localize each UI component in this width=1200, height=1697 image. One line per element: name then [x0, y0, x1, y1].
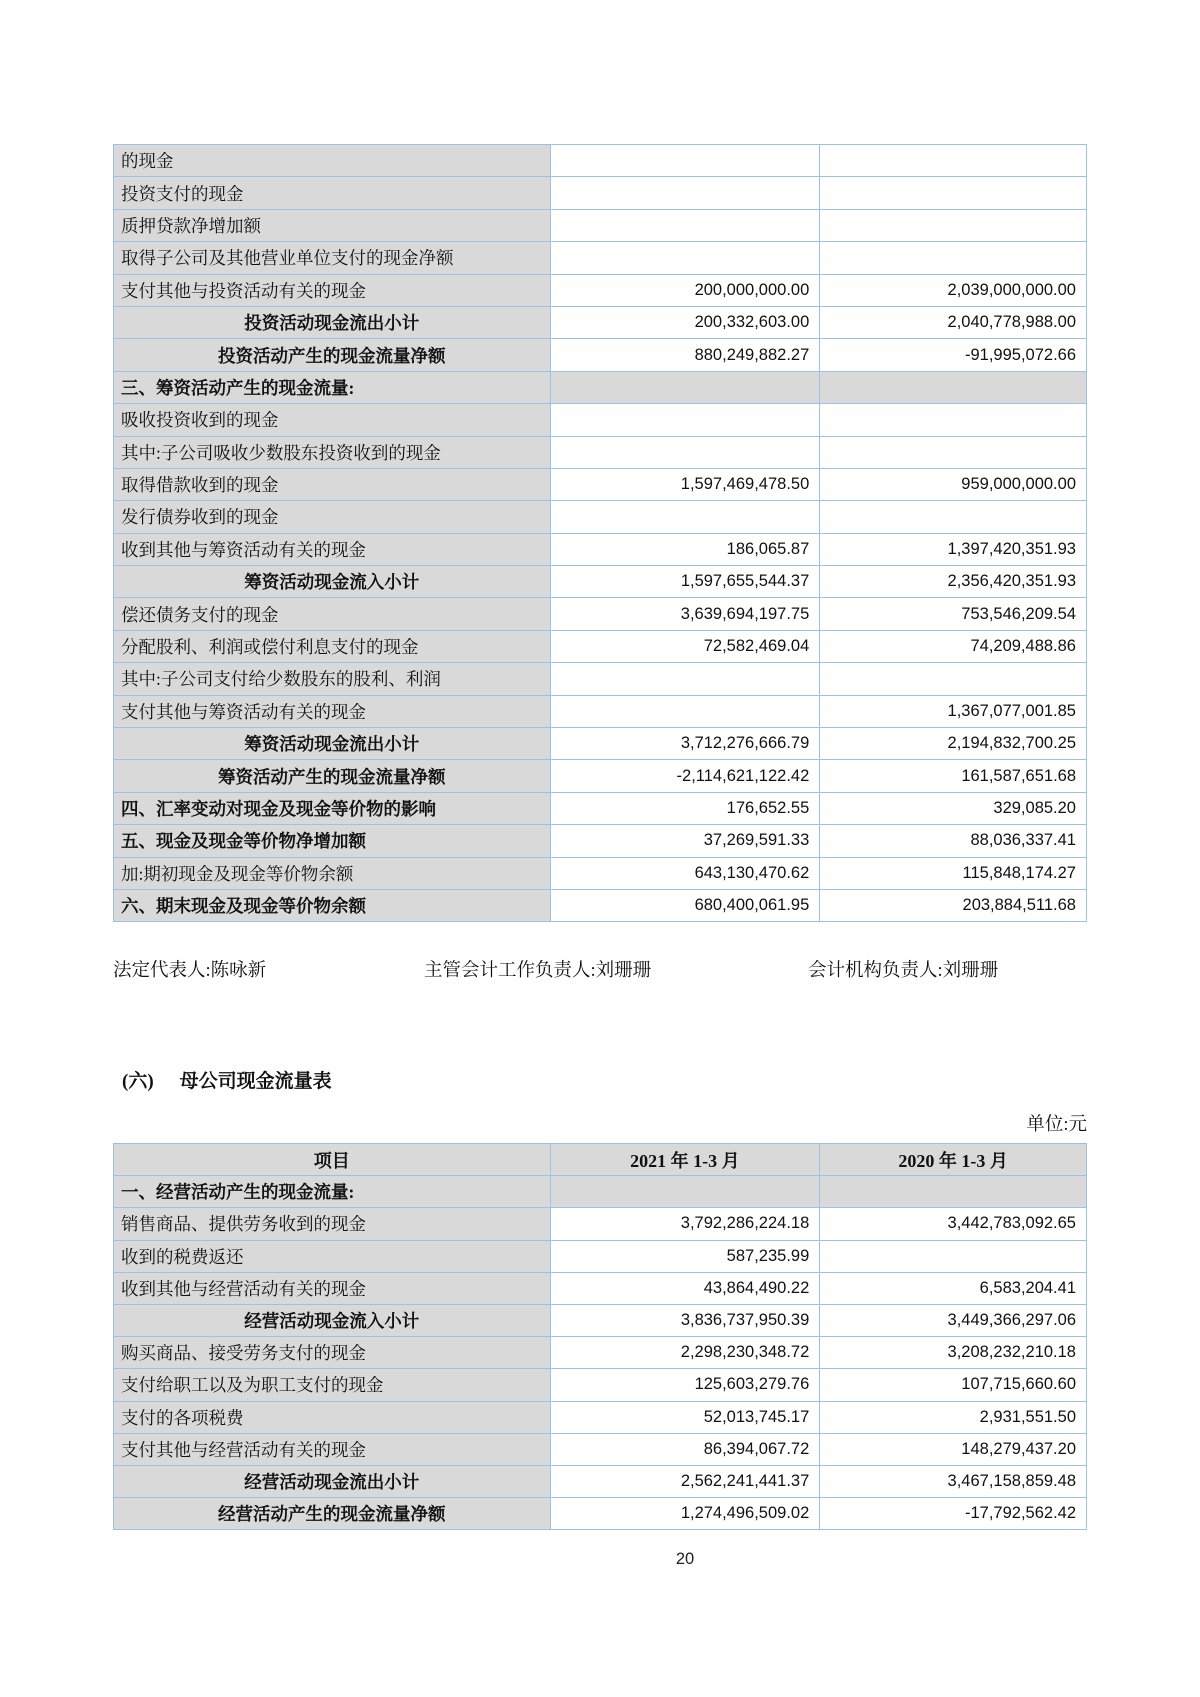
- table-row: [114, 1273, 1087, 1305]
- row-value-2020: [820, 177, 1087, 209]
- row-value-2021: 37,269,591.33: [551, 825, 821, 857]
- table-row: [114, 1208, 1087, 1240]
- row-value-2021: [551, 404, 821, 436]
- row-value-2021: [551, 437, 821, 469]
- section-number: (六): [122, 1071, 154, 1092]
- row-label: 其中:子公司支付给少数股东的股利、利润: [114, 663, 551, 695]
- row-label: 其中:子公司吸收少数股东投资收到的现金: [114, 437, 551, 469]
- row-value-2021: 3,712,276,666.79: [551, 728, 821, 760]
- parent-table-body: [114, 1176, 1087, 1530]
- row-value-2020: 329,085.20: [820, 793, 1087, 825]
- table-header-row: [114, 1144, 1087, 1176]
- row-value-2021: 643,130,470.62: [551, 858, 821, 890]
- row-label: 取得子公司及其他营业单位支付的现金净额: [114, 242, 551, 274]
- table-row: [114, 1337, 1087, 1369]
- row-value-2021: 587,235.99: [551, 1241, 821, 1273]
- row-value-2020: 753,546,209.54: [820, 598, 1087, 630]
- row-label: 取得借款收到的现金: [114, 469, 551, 501]
- row-value-2020: 2,039,000,000.00: [820, 275, 1087, 307]
- table-row: [114, 728, 1087, 760]
- row-value-2020: 203,884,511.68: [820, 890, 1087, 922]
- row-value-2021: 1,597,469,478.50: [551, 469, 821, 501]
- row-value-2020: [820, 372, 1087, 404]
- consolidated-cash-flow-table: [113, 144, 1087, 922]
- row-value-2020: 88,036,337.41: [820, 825, 1087, 857]
- table-row: [114, 1305, 1087, 1337]
- row-value-2020: [820, 437, 1087, 469]
- row-label: 购买商品、接受劳务支付的现金: [114, 1337, 551, 1369]
- table-row: [114, 275, 1087, 307]
- row-value-2021: 125,603,279.76: [551, 1369, 821, 1401]
- row-value-2020: 2,194,832,700.25: [820, 728, 1087, 760]
- chief-accounting-officer-signature: 主管会计工作负责人:刘珊珊: [424, 961, 652, 981]
- row-label: 六、期末现金及现金等价物余额: [114, 890, 551, 922]
- table-row: [114, 372, 1087, 404]
- row-value-2020: 2,931,551.50: [820, 1402, 1087, 1434]
- row-value-2020: 1,367,077,001.85: [820, 696, 1087, 728]
- row-label: 销售商品、提供劳务收到的现金: [114, 1208, 551, 1240]
- row-label: 质押贷款净增加额: [114, 210, 551, 242]
- page-number: 20: [675, 1550, 695, 1568]
- row-label: 收到的税费返还: [114, 1241, 551, 1273]
- row-value-2020: 74,209,488.86: [820, 631, 1087, 663]
- table-row: [114, 1402, 1087, 1434]
- row-label: 收到其他与筹资活动有关的现金: [114, 534, 551, 566]
- table-row: [114, 437, 1087, 469]
- header-2021-column: 2021 年 1-3 月: [551, 1144, 821, 1176]
- section-heading: [122, 1066, 332, 1093]
- row-label: 偿还债务支付的现金: [114, 598, 551, 630]
- row-label: 经营活动现金流入小计: [114, 1305, 551, 1337]
- row-value-2021: [551, 145, 821, 177]
- row-label: 五、现金及现金等价物净增加额: [114, 825, 551, 857]
- row-value-2020: [820, 242, 1087, 274]
- row-value-2020: -91,995,072.66: [820, 339, 1087, 371]
- row-value-2020: 115,848,174.27: [820, 858, 1087, 890]
- row-value-2020: 3,467,158,859.48: [820, 1466, 1087, 1498]
- row-value-2020: 6,583,204.41: [820, 1273, 1087, 1305]
- row-value-2020: [820, 1176, 1087, 1208]
- row-value-2020: 3,449,366,297.06: [820, 1305, 1087, 1337]
- row-value-2020: 2,356,420,351.93: [820, 566, 1087, 598]
- table-row: [114, 307, 1087, 339]
- row-value-2021: [551, 177, 821, 209]
- row-label: 经营活动现金流出小计: [114, 1466, 551, 1498]
- row-label: 吸收投资收到的现金: [114, 404, 551, 436]
- row-value-2021: [551, 242, 821, 274]
- table-row: [114, 1176, 1087, 1208]
- table-row: [114, 242, 1087, 274]
- row-value-2021: [551, 663, 821, 695]
- row-value-2021: 200,000,000.00: [551, 275, 821, 307]
- row-value-2020: 148,279,437.20: [820, 1434, 1087, 1466]
- row-label: 筹资活动现金流出小计: [114, 728, 551, 760]
- row-value-2021: 880,249,882.27: [551, 339, 821, 371]
- row-value-2021: -2,114,621,122.42: [551, 760, 821, 792]
- row-label: 分配股利、利润或偿付利息支付的现金: [114, 631, 551, 663]
- row-value-2021: 3,639,694,197.75: [551, 598, 821, 630]
- row-value-2020: [820, 1241, 1087, 1273]
- table-row: [114, 339, 1087, 371]
- row-value-2021: 176,652.55: [551, 793, 821, 825]
- row-label: 筹资活动现金流入小计: [114, 566, 551, 598]
- row-value-2021: 72,582,469.04: [551, 631, 821, 663]
- header-item-column: 项目: [114, 1144, 551, 1176]
- table-row: [114, 1241, 1087, 1273]
- header-2020-column: 2020 年 1-3 月: [820, 1144, 1087, 1176]
- table-row: [114, 469, 1087, 501]
- row-value-2020: [820, 663, 1087, 695]
- row-value-2021: 2,562,241,441.37: [551, 1466, 821, 1498]
- row-label: 四、汇率变动对现金及现金等价物的影响: [114, 793, 551, 825]
- row-value-2021: 680,400,061.95: [551, 890, 821, 922]
- row-value-2021: [551, 372, 821, 404]
- row-value-2021: [551, 696, 821, 728]
- table-row: [114, 631, 1087, 663]
- row-value-2021: 86,394,067.72: [551, 1434, 821, 1466]
- accounting-department-head-signature: 会计机构负责人:刘珊珊: [808, 961, 999, 981]
- row-value-2020: -17,792,562.42: [820, 1498, 1087, 1530]
- table-row: [114, 177, 1087, 209]
- table-row: [114, 1466, 1087, 1498]
- row-label: 加:期初现金及现金等价物余额: [114, 858, 551, 890]
- row-value-2021: [551, 501, 821, 533]
- row-value-2020: 161,587,651.68: [820, 760, 1087, 792]
- parent-company-cash-flow-table: [113, 1143, 1087, 1530]
- row-label: 发行债券收到的现金: [114, 501, 551, 533]
- table-row: [114, 858, 1087, 890]
- row-value-2021: [551, 1176, 821, 1208]
- row-value-2021: 200,332,603.00: [551, 307, 821, 339]
- legal-representative-signature: 法定代表人:陈咏新: [113, 961, 267, 981]
- row-value-2021: 52,013,745.17: [551, 1402, 821, 1434]
- row-label: 支付给职工以及为职工支付的现金: [114, 1369, 551, 1401]
- table-row: [114, 760, 1087, 792]
- row-label: 三、筹资活动产生的现金流量:: [114, 372, 551, 404]
- table-row: [114, 696, 1087, 728]
- table-row: [114, 1498, 1087, 1530]
- row-value-2020: 107,715,660.60: [820, 1369, 1087, 1401]
- section-title: 母公司现金流量表: [179, 1071, 332, 1092]
- row-label: 经营活动产生的现金流量净额: [114, 1498, 551, 1530]
- unit-label: 单位:元: [1026, 1115, 1087, 1135]
- row-value-2020: 2,040,778,988.00: [820, 307, 1087, 339]
- row-value-2021: 1,274,496,509.02: [551, 1498, 821, 1530]
- row-label: 支付其他与筹资活动有关的现金: [114, 696, 551, 728]
- row-label: 的现金: [114, 145, 551, 177]
- row-label: 投资活动产生的现金流量净额: [114, 339, 551, 371]
- row-label: 支付的各项税费: [114, 1402, 551, 1434]
- row-label: 一、经营活动产生的现金流量:: [114, 1176, 551, 1208]
- table-row: [114, 890, 1087, 922]
- row-label: 支付其他与投资活动有关的现金: [114, 275, 551, 307]
- row-value-2020: 1,397,420,351.93: [820, 534, 1087, 566]
- row-value-2020: 3,442,783,092.65: [820, 1208, 1087, 1240]
- table-row: [114, 663, 1087, 695]
- row-value-2021: 3,792,286,224.18: [551, 1208, 821, 1240]
- signature-line: [113, 956, 1087, 982]
- table-row: [114, 793, 1087, 825]
- row-value-2020: 959,000,000.00: [820, 469, 1087, 501]
- row-value-2020: [820, 210, 1087, 242]
- row-label: 投资活动现金流出小计: [114, 307, 551, 339]
- row-label: 投资支付的现金: [114, 177, 551, 209]
- row-value-2020: 3,208,232,210.18: [820, 1337, 1087, 1369]
- row-label: 收到其他与经营活动有关的现金: [114, 1273, 551, 1305]
- table-row: [114, 825, 1087, 857]
- row-label: 筹资活动产生的现金流量净额: [114, 760, 551, 792]
- table-row: [114, 566, 1087, 598]
- row-value-2020: [820, 404, 1087, 436]
- row-value-2021: 3,836,737,950.39: [551, 1305, 821, 1337]
- table-row: [114, 501, 1087, 533]
- table-row: [114, 1434, 1087, 1466]
- table-row: [114, 404, 1087, 436]
- row-value-2021: 43,864,490.22: [551, 1273, 821, 1305]
- table-row: [114, 534, 1087, 566]
- row-value-2021: 1,597,655,544.37: [551, 566, 821, 598]
- row-value-2021: 186,065.87: [551, 534, 821, 566]
- row-value-2021: [551, 210, 821, 242]
- row-value-2020: [820, 501, 1087, 533]
- table-row: [114, 598, 1087, 630]
- table-row: [114, 1369, 1087, 1401]
- table-row: [114, 210, 1087, 242]
- table-row: [114, 145, 1087, 177]
- row-value-2021: 2,298,230,348.72: [551, 1337, 821, 1369]
- row-value-2020: [820, 145, 1087, 177]
- row-label: 支付其他与经营活动有关的现金: [114, 1434, 551, 1466]
